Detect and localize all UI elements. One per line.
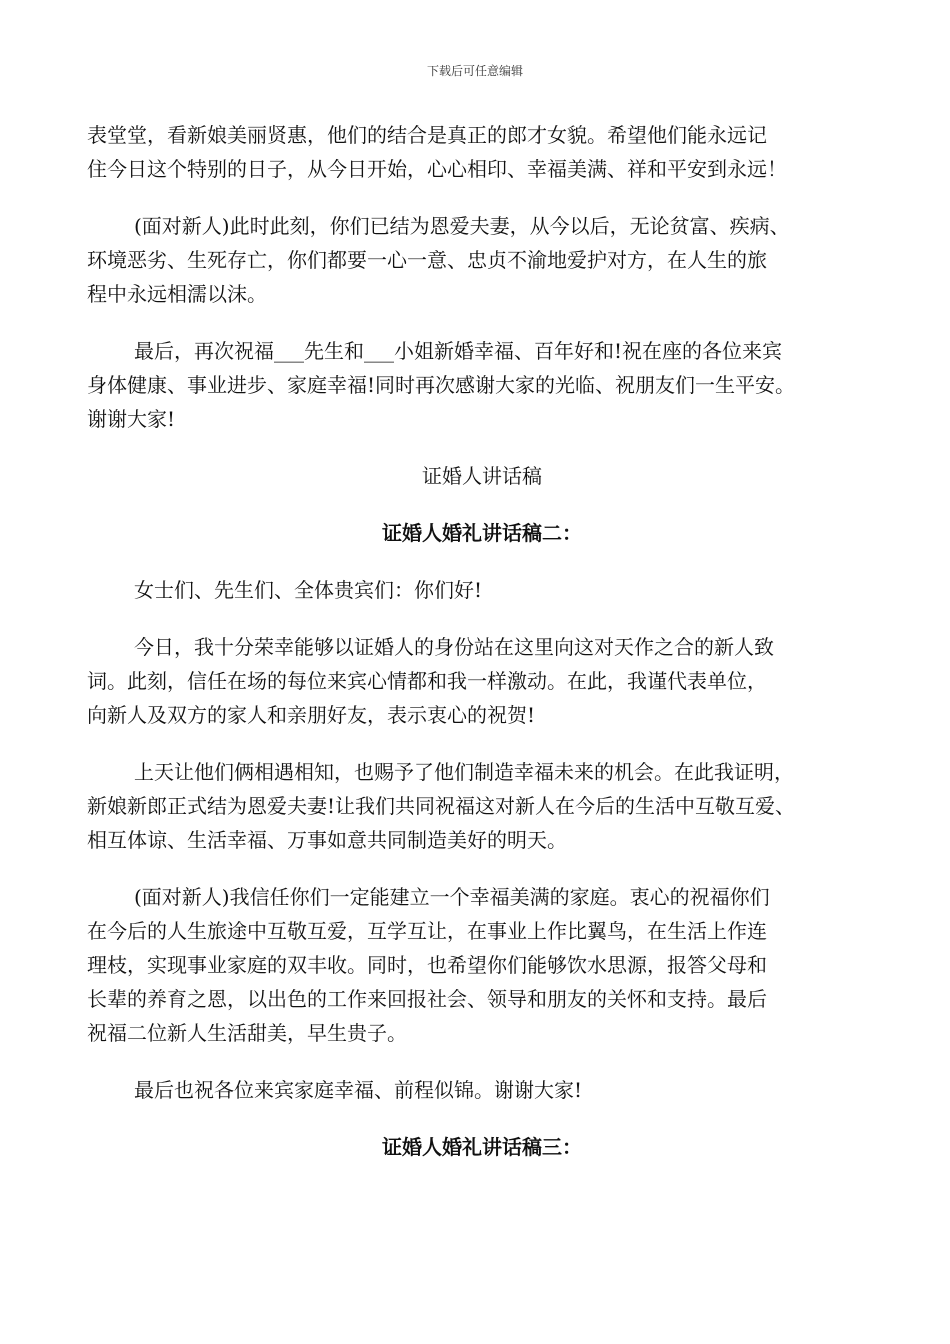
paragraph-line: 谢谢大家! [87, 407, 176, 431]
section-title-three: 证婚人婚礼讲话稿三： [382, 1135, 582, 1159]
paragraph-4 [87, 573, 877, 607]
paragraph-line: 程中永远相濡以沫。 [87, 282, 267, 306]
page-header: 下载后可任意编辑 [426, 64, 523, 78]
paragraph-line: 祝福二位新人生活甜美，早生贵子。 [87, 1021, 407, 1045]
paragraph-line: (面对新人)我信任你们一定能建立一个幸福美满的家庭。衷心的祝福你们 [134, 885, 770, 909]
paragraph-line: 长辈的养育之恩，以出色的工作来回报社会、领导和朋友的关怀和支持。最后 [87, 987, 767, 1011]
section-title-two: 证婚人婚礼讲话稿二： [382, 521, 582, 545]
paragraph-line: 女士们、先生们、全体贵宾们：你们好! [134, 578, 483, 602]
paragraph-line: 今日，我十分荣幸能够以证婚人的身份站在这里向这对天作之合的新人致 [134, 635, 774, 659]
paragraph-line: (面对新人)此时此刻，你们已结为恩爱夫妻，从今以后，无论贫富、疾病、 [134, 214, 790, 238]
paragraph-line: 住今日这个特别的日子，从今日开始，心心相印、幸福美满、祥和平安到永远！ [87, 157, 787, 181]
paragraph-8 [87, 1073, 877, 1107]
document-body [87, 118, 877, 1187]
paragraph-line: 表堂堂，看新娘美丽贤惠，他们的结合是真正的郎才女貌。希望他们能永远记 [87, 123, 767, 147]
section-title-plain: 证婚人讲话稿 [422, 464, 542, 488]
paragraph-1 [87, 118, 877, 186]
paragraph-6 [87, 755, 877, 857]
paragraph-line: 理枝，实现事业家庭的双丰收。同时，也希望你们能够饮水思源，报答父母和 [87, 953, 767, 977]
paragraph-line: 新娘新郎正式结为恩爱夫妻!让我们共同祝福这对新人在今后的生活中互敬互爱、 [87, 794, 796, 818]
paragraph-line: 向新人及双方的家人和亲朋好友，表示衷心的祝贺! [87, 703, 536, 727]
paragraph-7 [87, 880, 877, 1050]
paragraph-line: 身体健康、事业进步、家庭幸福!同时再次感谢大家的光临、祝朋友们一生平安。 [87, 373, 796, 397]
paragraph-line: 环境恶劣、生死存亡，你们都要一心一意、忠贞不渝地爱护对方，在人生的旅 [87, 248, 767, 272]
paragraph-line: 上天让他们俩相遇相知，也赐予了他们制造幸福未来的机会。在此我证明， [134, 760, 794, 784]
paragraph-2 [87, 209, 877, 311]
paragraph-line: 最后，再次祝福___先生和___小姐新婚幸福、百年好和!祝在座的各位来宾 [134, 339, 783, 363]
paragraph-line: 在今后的人生旅途中互敬互爱，互学互让，在事业上作比翼鸟，在生活上作连 [87, 919, 767, 943]
paragraph-line: 词。此刻，信任在场的每位来宾心情都和我一样激动。在此，我谨代表单位， [87, 669, 767, 693]
paragraph-line: 相互体谅、生活幸福、万事如意共同制造美好的明天。 [87, 828, 567, 852]
paragraph-3 [87, 334, 877, 436]
paragraph-5 [87, 630, 877, 732]
paragraph-line: 最后也祝各位来宾家庭幸福、前程似锦。谢谢大家! [134, 1078, 583, 1102]
